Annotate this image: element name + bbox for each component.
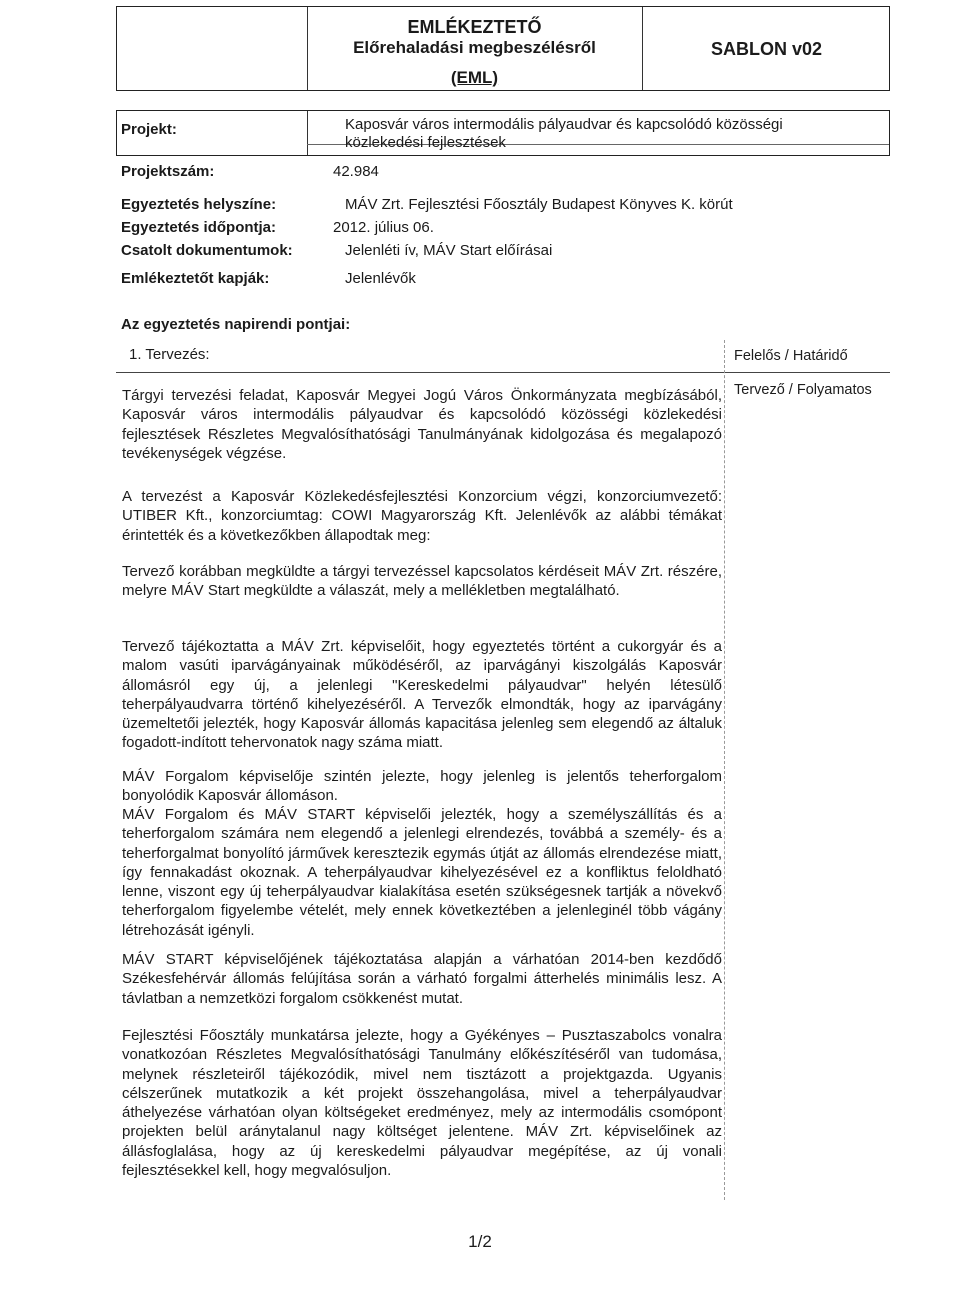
paragraph-sidings: Tervező tájékoztatta a MÁV Zrt. képviselőit, hogy egyeztetés történt a cukorgyár és a malom vasúti iparvágányainak működéséről, az iparvágányi kiszolgálás Kaposvár állomásról egy új, a jelenlegi "Kereskedelmi pályaudvar" helyén létesülő teherpályaudvarra történő kihelyezéséről. A Tervezők elmondták, hogy az iparvágány üzemeltetői jelezték, hogy Kaposvár állomás kapacitása jelenleg sem elegendő az általuk fogadott-indított tehervonatok nagy száma miatt.	[122, 638, 722, 752]
meeting-date-value: 2012. július 06.	[333, 219, 434, 236]
section-title: 1. Tervezés:	[129, 346, 210, 363]
agenda-heading: Az egyeztetés napirendi pontjai:	[121, 316, 351, 333]
document-subtitle: Előrehaladási megbeszélésről	[353, 38, 596, 57]
document-title: EMLÉKEZTETŐ	[407, 17, 542, 37]
paragraph-consortium: A tervezést a Kaposvár Közlekedésfejlesztési Konzorcium végzi, konzorciumvezető: UTIBER Kft., konzorciumtag: COWI Magyarország Kft. Jelenlévők az alábbi témákat érintették és a következőkben állapodtak meg:	[122, 488, 722, 544]
project-label: Projekt:	[121, 121, 177, 138]
paragraph-scope: Tárgyi tervezési feladat, Kaposvár Megyei Jogú Város Önkormányzata megbízásából, Kaposvár város intermodális pályaudvar és kapcsolódó közösségi közlekedési fejlesztések Részletes Megvalósíthatósági Tanulmányának kidolgozása és megalapozó tevékenységek végzése.	[122, 387, 722, 462]
attachments-label: Csatolt dokumentumok:	[121, 242, 293, 259]
project-number-value: 42.984	[333, 163, 379, 180]
meeting-date-label: Egyeztetés időpontja:	[121, 219, 277, 236]
page-number: 1/2	[468, 1232, 492, 1251]
paragraph-gyekenyes: Fejlesztési Főosztály munkatársa jelezte, hogy a Gyékényes – Pusztaszabolcs vonalra vonatkozóan Részletes Megvalósíthatósági Tanulmány előkészítéséről van tudomása, melynek részleteiről tájékozódik, mivel nem tisztázott a projektgazda. Ugyanis célszerűnek mutatkozik a két projekt összehangolása, mivel a teherpályaudvar áthelyezése várhatóan olyan költségeket eredményez, mely az intermodális csomópont projekten belül aránytalanul nagy költséget jelentene. MÁV Zrt. képviselőinek az állásfoglalása, hogy az új kereskedelmi pályaudvar megépítése, az új vonali fejlesztésekkel kell, hogy megvalósuljon.	[122, 1027, 722, 1180]
template-version: SABLON v02	[710, 39, 823, 59]
recipients-value: Jelenlévők	[345, 270, 416, 287]
section-rule	[116, 372, 728, 373]
paragraph-layout-conflict: MÁV Forgalom és MÁV START képviselői jelezték, hogy a személyszállítás és a teherforgalom számára nem elegendő a jelenlegi elrendezés, továbbá a személy- és a teherforgalmat bonyolító járművek keresztezik egymás útját az állomás elrendezése miatt, így fennakadást okoznak. A teherpályaudvar kihelyezésével ez a konfliktus feloldható lenne, viszont egy új teherpályaudvar kialakítása esetén szükségesnek tartják a növekvő teherforgalom figyelembe vételét, mely ennek következtében a jelenleginél több vágány létrehozását igényli.	[122, 806, 722, 939]
project-divider	[307, 111, 308, 155]
paragraph-questions: Tervező korábban megküldte a tárgyi tervezéssel kapcsolatos kérdéseit MÁV Zrt. részére, melyre MÁV Start megküldte a válaszát, mely a mellékletben megtalálható.	[122, 563, 722, 600]
responsible-header: Felelős / Határidő	[734, 348, 848, 364]
paragraph-szekesfehervar: MÁV START képviselőjének tájékoztatása alapján a várhatóan 2014-ben kezdődő Székesfehérvár állomás felújítása során a várható forgalmi átterhelés minimális lesz. A távlatban a nemzetközi forgalom csökkenést mutat.	[122, 951, 722, 1007]
responsible-column-divider	[724, 340, 725, 1200]
responsible-rule	[728, 372, 890, 373]
attachments-value: Jelenléti ív, MÁV Start előírásai	[345, 242, 553, 259]
paragraph-freight-traffic: MÁV Forgalom képviselője szintén jelezte, hogy jelenleg is jelentős teherforgalom bonyolódik Kaposvár állomáson.	[122, 768, 722, 805]
project-name-line2: közlekedési fejlesztések	[345, 134, 506, 151]
header-box	[116, 6, 890, 91]
meeting-location-label: Egyeztetés helyszíne:	[121, 196, 277, 213]
project-name-line1: Kaposvár város intermodális pályaudvar és kapcsolódó közösségi	[345, 116, 783, 133]
recipients-label: Emlékeztetőt kapják:	[121, 270, 270, 287]
responsible-value: Tervező / Folyamatos	[734, 382, 872, 398]
project-number-label: Projektszám:	[121, 163, 215, 180]
document-code: (EML)	[450, 68, 499, 87]
meeting-location-value: MÁV Zrt. Fejlesztési Főosztály Budapest Könyves K. körút	[345, 196, 733, 213]
